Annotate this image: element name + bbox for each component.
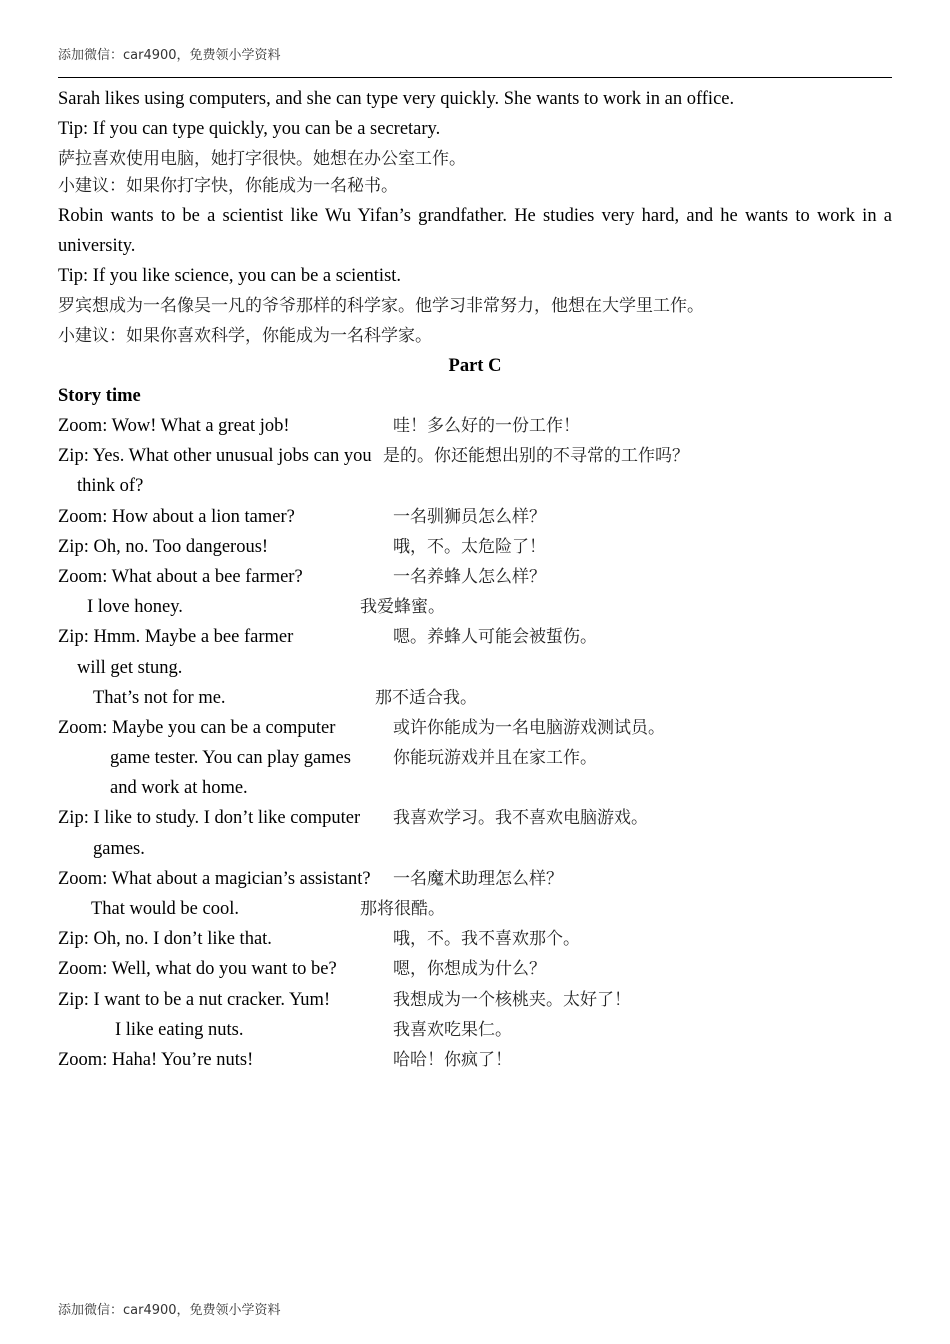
dialogue-en: I like eating nuts. xyxy=(115,1019,244,1040)
dialogue-en: think of? xyxy=(77,476,144,497)
dialogue-en: Zip: Oh, no. Too dangerous! xyxy=(58,536,269,557)
dialogue-line xyxy=(58,864,892,894)
dialogue-en: Zip: Yes. What other unusual jobs can you xyxy=(58,446,372,467)
dialogue-line xyxy=(58,924,892,954)
dialogue-line xyxy=(58,713,892,743)
dialogue-zh: 哇！多么好的一份工作！ xyxy=(393,416,580,436)
dialogue-zh: 我想成为一个核桃夹。太好了！ xyxy=(393,989,631,1010)
dialogue-line xyxy=(58,592,892,622)
dialogue-zh: 一名魔术助理怎么样？ xyxy=(393,868,563,889)
dialogue-line xyxy=(58,653,892,683)
dialogue-line xyxy=(58,1045,892,1075)
dialogue-en: will get stung. xyxy=(77,657,183,678)
dialogue-en: game tester. You can play games xyxy=(110,748,351,769)
dialogue-line xyxy=(58,532,892,562)
dialogue-zh: 我喜欢学习。我不喜欢电脑游戏。 xyxy=(393,808,648,829)
dialogue-line xyxy=(58,894,892,924)
dialogue-line xyxy=(58,622,892,652)
dialogue-zh: 我喜欢吃果仁。 xyxy=(393,1019,512,1040)
page-footer: 添加微信：car4900，免费领小学资料 xyxy=(58,1303,281,1318)
page-header: 添加微信：car4900，免费领小学资料 xyxy=(58,48,281,63)
dialogue-en: Zip: I like to study. I don’t like computer xyxy=(58,808,361,829)
dialogue-zh: 你能玩游戏并且在家工作。 xyxy=(393,748,597,769)
dialogue-en: Zoom: What about a bee farmer? xyxy=(58,566,303,587)
dialogue-line xyxy=(58,441,892,471)
dialogue-line xyxy=(58,985,892,1015)
dialogue-en: Zoom: Wow! What a great job! xyxy=(58,416,290,436)
dialogue-en: I love honey. xyxy=(87,597,183,618)
dialogue-line xyxy=(58,773,892,803)
dialogue-en: Zip: Oh, no. I don’t like that. xyxy=(58,929,272,950)
dialogue-zh: 哈哈！你疯了！ xyxy=(393,1049,512,1070)
dialogue-en: That’s not for me. xyxy=(93,687,226,708)
robin-tip-en: Tip: If you like science, you can be a scientist. xyxy=(58,266,402,286)
dialogue-zh: 那将很酷。 xyxy=(360,899,445,919)
section-title: Story time xyxy=(58,386,141,406)
dialogue-line xyxy=(58,834,892,864)
dialogue-en: Zoom: Haha! You’re nuts! xyxy=(58,1049,254,1070)
dialogue-en: Zoom: Well, what do you want to be? xyxy=(58,959,337,980)
dialogue-line xyxy=(58,743,892,773)
dialogue-line xyxy=(58,803,892,833)
dialogue-line xyxy=(58,562,892,592)
dialogue-en: and work at home. xyxy=(110,778,248,799)
dialogue-line xyxy=(58,1015,892,1045)
dialogue xyxy=(58,411,892,1075)
dialogue-en: Zoom: Maybe you can be a computer xyxy=(58,717,336,738)
dialogue-en: Zip: Hmm. Maybe a bee farmer xyxy=(58,627,294,648)
dialogue-line xyxy=(58,683,892,713)
robin-tip-zh: 小建议：如果你喜欢科学，你能成为一名科学家。 xyxy=(58,326,432,346)
dialogue-zh: 那不适合我。 xyxy=(375,687,477,708)
dialogue-en: Zoom: What about a magician’s assistant? xyxy=(58,868,371,889)
sarah-tip-en: Tip: If you can type quickly, you can be a secretary. xyxy=(58,119,441,139)
dialogue-zh: 是的。你还能想出别的不寻常的工作吗？ xyxy=(383,446,689,467)
dialogue-zh: 一名驯狮员怎么样？ xyxy=(393,506,546,527)
sarah-paragraph-en: Sarah likes using computers, and she can type very quickly. She wants to work in an office. xyxy=(58,89,735,109)
robin-paragraph-en: Robin wants to be a scientist like Wu Yifan’s grandfather. He studies very hard, and he wants to work in a university. xyxy=(58,206,892,256)
dialogue-en: Zoom: How about a lion tamer? xyxy=(58,506,295,527)
dialogue-line xyxy=(58,411,892,441)
dialogue-zh: 嗯。养蜂人可能会被蜇伤。 xyxy=(393,627,597,648)
dialogue-line xyxy=(58,954,892,984)
dialogue-en: games. xyxy=(93,838,145,859)
dialogue-line xyxy=(58,471,892,501)
dialogue-en: Zip: I want to be a nut cracker. Yum! xyxy=(58,989,331,1010)
dialogue-zh: 哦，不。太危险了！ xyxy=(393,536,546,557)
robin-paragraph-zh: 罗宾想成为一名像吴一凡的爷爷那样的科学家。他学习非常努力，他想在大学里工作。 xyxy=(58,296,704,316)
document-body xyxy=(58,84,892,1075)
dialogue-zh: 哦，不。我不喜欢那个。 xyxy=(393,929,580,950)
sarah-paragraph-zh: 萨拉喜欢使用电脑，她打字很快。她想在办公室工作。 xyxy=(58,149,466,169)
sarah-tip-zh: 小建议：如果你打字快，你能成为一名秘书。 xyxy=(58,176,398,196)
dialogue-line xyxy=(58,502,892,532)
dialogue-zh: 我爱蜂蜜。 xyxy=(360,597,445,618)
dialogue-zh: 或许你能成为一名电脑游戏测试员。 xyxy=(393,717,665,738)
dialogue-en: That would be cool. xyxy=(91,899,239,919)
dialogue-zh: 一名养蜂人怎么样？ xyxy=(393,566,546,587)
part-title: Part C xyxy=(448,356,502,376)
dialogue-zh: 嗯，你想成为什么？ xyxy=(393,959,546,980)
header-divider xyxy=(58,77,892,78)
